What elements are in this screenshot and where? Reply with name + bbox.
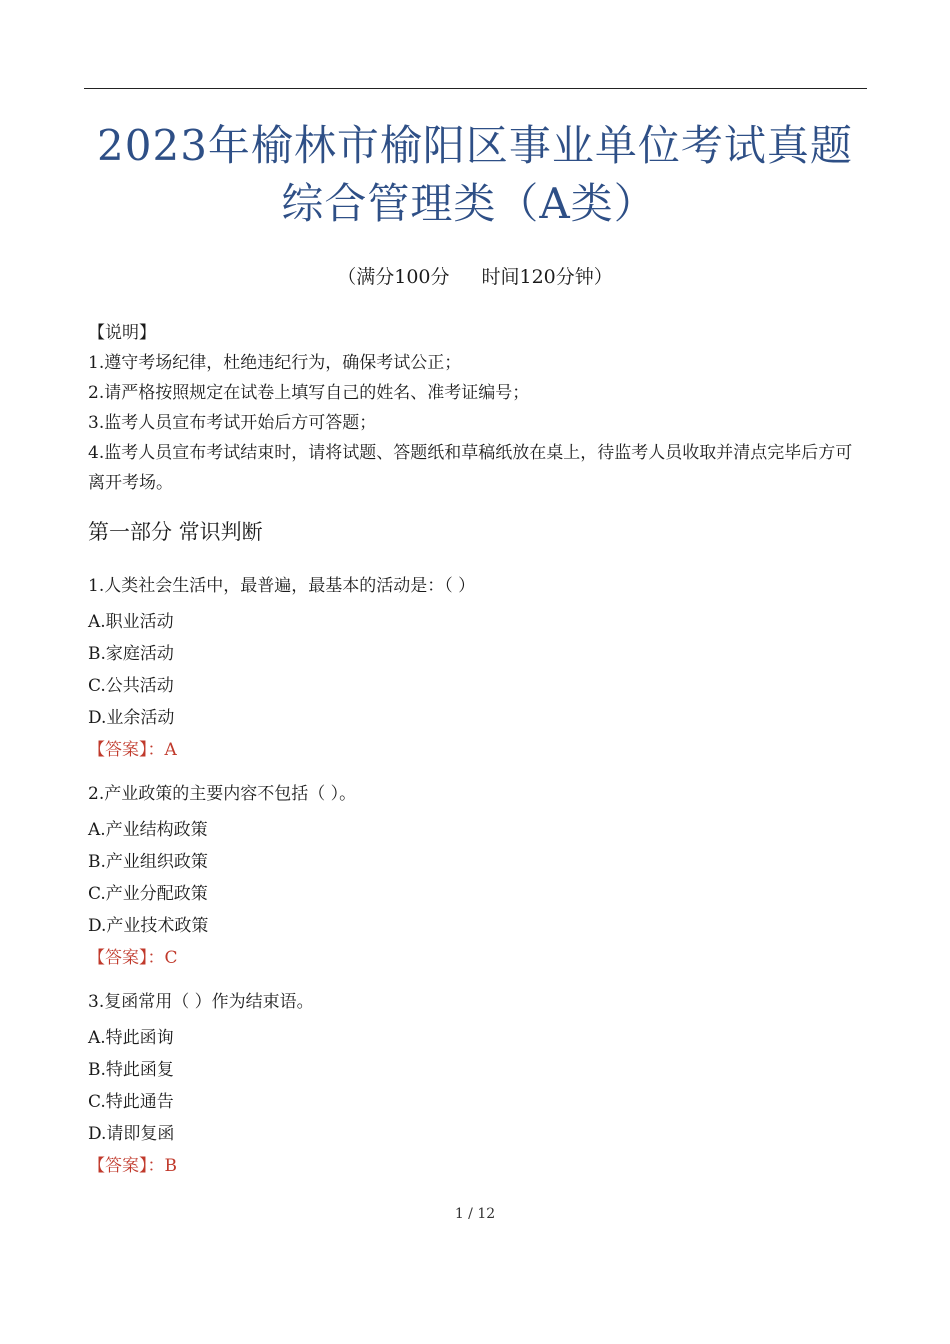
option-a: A.产业结构政策	[88, 820, 208, 840]
option-d: D.请即复函	[88, 1124, 175, 1144]
score-info: （满分100分	[337, 266, 450, 288]
option-d: D.业余活动	[88, 708, 175, 728]
answer-label: 【答案】：A	[88, 740, 177, 760]
instruction-item: 4.监考人员宣布考试结束时，请将试题、答题纸和草稿纸放在桌上，待监考人员收取并清点完毕后方可离开考场。	[88, 443, 853, 493]
option-c: C.产业分配政策	[88, 884, 208, 904]
instruction-item: 1.遵守考场纪律，杜绝违纪行为，确保考试公正；	[88, 353, 462, 373]
question-stem: 1.人类社会生活中，最普遍，最基本的活动是：（ ）	[88, 576, 476, 596]
exam-title-line1: 2023年榆林市榆阳区事业单位考试真题	[97, 121, 853, 170]
top-rule	[84, 88, 867, 89]
option-c: C.公共活动	[88, 676, 174, 696]
option-b: B.产业组织政策	[88, 852, 208, 872]
option-b: B.家庭活动	[88, 644, 174, 664]
time-info: 时间120分钟）	[481, 266, 613, 288]
instruction-item: 3.监考人员宣布考试开始后方可答题；	[88, 413, 377, 433]
instructions-heading: 【说明】	[88, 323, 156, 343]
page-number: 1 / 12	[454, 1206, 496, 1222]
exam-title-line2: 综合管理类（A类）	[281, 179, 657, 228]
question-stem: 3.复函常用（ ）作为结束语。	[88, 992, 314, 1012]
option-c: C.特此通告	[88, 1092, 174, 1112]
question-stem: 2.产业政策的主要内容不包括（ ）。	[88, 784, 357, 804]
answer-label: 【答案】：B	[88, 1156, 177, 1176]
answer-label: 【答案】：C	[88, 948, 178, 968]
exam-subtitle	[0, 262, 950, 289]
instruction-item: 2.请严格按照规定在试卷上填写自己的姓名、准考证编号；	[88, 383, 530, 403]
option-a: A.特此函询	[88, 1028, 174, 1048]
question-2	[88, 774, 868, 974]
option-d: D.产业技术政策	[88, 916, 209, 936]
section-title: 第一部分 常识判断	[88, 520, 263, 544]
option-b: B.特此函复	[88, 1060, 174, 1080]
instructions	[88, 318, 868, 498]
question-1	[88, 566, 868, 766]
question-3	[88, 982, 868, 1182]
option-a: A.职业活动	[88, 612, 174, 632]
